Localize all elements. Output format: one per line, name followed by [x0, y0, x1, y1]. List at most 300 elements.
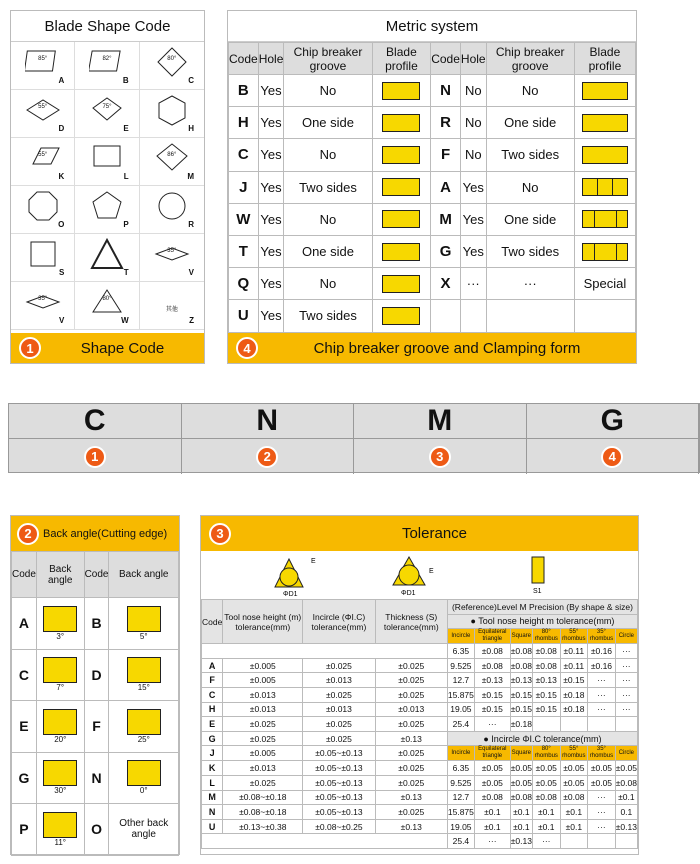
- shape-angle: 85°: [38, 56, 48, 62]
- metric-table: [228, 42, 636, 333]
- tolerance-diagrams: [201, 551, 638, 599]
- precision-value: ···: [615, 673, 637, 688]
- metric-cell: Yes: [460, 235, 486, 267]
- tol-value: ±0.05~±0.13: [303, 761, 375, 776]
- tol-code: H: [202, 702, 223, 717]
- precision-value: 12.7: [447, 790, 474, 805]
- tol-code: G: [202, 731, 223, 746]
- metric-row: [229, 171, 636, 203]
- metric-header: Hole: [258, 43, 284, 75]
- back-angle-code: C: [12, 649, 37, 701]
- metric-title: Metric system: [228, 11, 636, 42]
- precision-value: 12.7: [447, 673, 474, 688]
- precision-value: ±0.05: [588, 775, 616, 790]
- precision-value: ±0.1: [560, 819, 588, 834]
- back-angle-row: [12, 649, 179, 701]
- tol-value: ±0.013: [223, 687, 303, 702]
- shape-code-panel: [10, 10, 205, 364]
- precision-value: [588, 834, 616, 849]
- metric-row: [229, 203, 636, 235]
- precision-value: ±0.1: [615, 790, 637, 805]
- metric-cell: No: [460, 139, 486, 171]
- shape-cell-l: [75, 138, 139, 186]
- number-badge-1: 1: [19, 337, 41, 359]
- shape-angle: 75°: [102, 104, 112, 110]
- back-angle-cell: [36, 804, 84, 856]
- precision-value: ···: [588, 790, 616, 805]
- back-angle-row: [12, 598, 179, 650]
- shape-code-letter: A: [58, 76, 65, 85]
- metric-row: [229, 107, 636, 139]
- profile-segment: [616, 244, 617, 260]
- precision-value: ±0.08: [560, 790, 588, 805]
- shape-e-icon: [89, 94, 125, 128]
- tol-value: ±0.005: [223, 746, 303, 761]
- precision-value: ±0.15: [560, 673, 588, 688]
- precision-value: ±0.1: [532, 819, 560, 834]
- precision-value: 0.1: [615, 805, 637, 820]
- blade-profile-cell: [574, 107, 635, 139]
- shape-code-letter: R: [188, 220, 194, 229]
- dim-label: ΦD1: [283, 591, 298, 598]
- shape-code-letter: H: [188, 124, 194, 133]
- shape-code-letter: C: [188, 76, 194, 85]
- back-angle-value: 7°: [56, 683, 65, 693]
- back-angle-cell: [109, 701, 179, 753]
- tolerance-header-row: [202, 600, 638, 615]
- precision-value: ···: [588, 673, 616, 688]
- code-letter: G: [527, 404, 700, 439]
- back-angle-code: D: [84, 649, 109, 701]
- number-badge: 2: [256, 446, 278, 468]
- tol-spacer: [202, 834, 448, 849]
- tolerance-row: [202, 775, 638, 790]
- precision-value: ±0.1: [560, 805, 588, 820]
- precision-value: ±0.05: [560, 761, 588, 776]
- back-angle-cell: [109, 752, 179, 804]
- tol-code: A: [202, 658, 223, 673]
- metric-cell: Two sides: [284, 300, 372, 332]
- blade-profile-icon: [382, 114, 420, 132]
- blade-profile-cell: [574, 235, 635, 267]
- tol-value: ±0.005: [223, 658, 303, 673]
- shape-h-icon: [154, 94, 190, 128]
- blade-profile-icon: [382, 82, 420, 100]
- blade-profile-cell: [574, 203, 635, 235]
- precision-value: ···: [615, 702, 637, 717]
- precision-value: ±0.05: [474, 775, 510, 790]
- insert-icon: [43, 812, 77, 838]
- shape-cell-d: [11, 90, 75, 138]
- shape-col-header: 35° rhombus: [588, 629, 616, 644]
- metric-cell: B: [229, 75, 259, 107]
- precision-value: ±0.13: [532, 673, 560, 688]
- insert-icon: [43, 606, 77, 632]
- tol-value: ±0.08~±0.18: [223, 805, 303, 820]
- shape-cell-r: [140, 186, 204, 234]
- shape-angle: 55°: [38, 152, 48, 158]
- precision-value: ±0.11: [560, 644, 588, 659]
- shape-code-letter: O: [58, 220, 65, 229]
- metric-cell: No: [486, 171, 574, 203]
- tol-ref-header: (Reference)Level M Precision (By shape & size): [447, 600, 637, 615]
- profile-segment: [616, 211, 617, 227]
- metric-cell: Two sides: [486, 235, 574, 267]
- profile-segment: [597, 179, 598, 195]
- code-letter: C: [9, 404, 182, 439]
- back-angle-row: [12, 752, 179, 804]
- metric-cell: T: [229, 235, 259, 267]
- tol-section-m: ● Tool nose height m tolerance(mm): [447, 614, 637, 629]
- metric-cell: One side: [486, 107, 574, 139]
- tol-value: ±0.13: [375, 819, 447, 834]
- shape-a-icon: [25, 46, 61, 80]
- precision-value: 15.875: [447, 687, 474, 702]
- tolerance-panel: [200, 515, 639, 855]
- back-angle-value: 25°: [137, 734, 150, 744]
- code-number-cell: [527, 439, 700, 474]
- precision-value: ···: [474, 717, 510, 732]
- precision-value: 6.35: [447, 644, 474, 659]
- blade-profile-icon: [582, 82, 628, 100]
- tol-value: ±0.08~±0.18: [223, 790, 303, 805]
- tol-value: ±0.025: [303, 658, 375, 673]
- precision-value: ±0.16: [588, 644, 616, 659]
- shape-r-icon: [154, 190, 190, 224]
- precision-value: 9.525: [447, 658, 474, 673]
- metric-cell: H: [229, 107, 259, 139]
- shape-cell-t: [75, 234, 139, 282]
- metric-cell: ···: [460, 268, 486, 300]
- precision-value: ···: [588, 687, 616, 702]
- precision-value: ±0.15: [510, 702, 532, 717]
- blade-profile-icon: [382, 178, 420, 196]
- back-angle-cell: [36, 752, 84, 804]
- shape-col-header: 80° rhombus: [532, 746, 560, 761]
- tolerance-row: [202, 687, 638, 702]
- back-angle-header: Code: [12, 552, 37, 598]
- tol-ic-header: Incircle (ΦI.C) tolerance(mm): [303, 600, 375, 644]
- precision-value: ±0.05: [588, 761, 616, 776]
- back-angle-header: Back angle: [36, 552, 84, 598]
- code-number-cell: [9, 439, 182, 474]
- metric-row: [229, 268, 636, 300]
- tol-value: ±0.13~±0.38: [223, 819, 303, 834]
- triangle-incircle: [280, 568, 298, 586]
- number-badge-3: 3: [209, 523, 231, 545]
- tol-code: L: [202, 775, 223, 790]
- back-angle-code: P: [12, 804, 37, 856]
- insert-icon: [127, 760, 161, 786]
- precision-value: ±0.1: [474, 819, 510, 834]
- tol-code-header: Code: [202, 600, 223, 644]
- precision-value: ···: [588, 702, 616, 717]
- blade-profile-cell: [574, 268, 635, 300]
- number-badge-2: 2: [17, 523, 39, 545]
- metric-footer: [228, 333, 636, 363]
- metric-header: Blade profile: [574, 43, 635, 75]
- precision-value: ±0.08: [510, 644, 532, 659]
- blade-profile-cell: [372, 139, 431, 171]
- shape-grid: [11, 42, 204, 330]
- shape-v-icon: [154, 238, 190, 272]
- shape-z-icon: [154, 286, 190, 320]
- tol-value: ±0.05~±0.13: [303, 790, 375, 805]
- shape-cell-v: [11, 282, 75, 330]
- precision-value: ±0.13: [510, 834, 532, 849]
- metric-cell: Two sides: [284, 171, 372, 203]
- shape-col-header: Incircle: [447, 746, 474, 761]
- blade-profile-cell: [372, 268, 431, 300]
- profile-segment: [594, 211, 595, 227]
- metric-footer-label: Chip breaker groove and Clamping form: [313, 339, 581, 357]
- blade-profile-icon: [382, 210, 420, 228]
- back-angle-row: [12, 804, 179, 856]
- metric-cell: Yes: [258, 171, 284, 203]
- tol-value: ±0.025: [375, 746, 447, 761]
- shape-note: 其他: [165, 307, 178, 313]
- shape-c-icon: [154, 46, 190, 80]
- metric-cell: [460, 300, 486, 332]
- metric-row: [229, 75, 636, 107]
- tol-value: ±0.013: [303, 702, 375, 717]
- tol-value: ±0.025: [375, 775, 447, 790]
- metric-cell: No: [486, 75, 574, 107]
- metric-cell: Yes: [258, 75, 284, 107]
- tolerance-title: Tolerance: [401, 525, 468, 542]
- blade-profile-icon: [582, 178, 628, 196]
- shape-cell-k: [11, 138, 75, 186]
- blade-profile-cell: [372, 235, 431, 267]
- precision-value: ···: [615, 687, 637, 702]
- metric-cell: U: [229, 300, 259, 332]
- metric-cell: No: [460, 107, 486, 139]
- metric-cell: Yes: [258, 300, 284, 332]
- insert-icon: [127, 606, 161, 632]
- metric-cell: M: [431, 203, 461, 235]
- metric-cell: Yes: [258, 139, 284, 171]
- shape-angle: 35°: [167, 248, 177, 254]
- shape-code-letter: V: [58, 316, 65, 325]
- metric-cell: No: [460, 75, 486, 107]
- blade-profile-icon: [582, 114, 628, 132]
- shape-code-letter: D: [58, 124, 65, 133]
- precision-value: [560, 717, 588, 732]
- tol-code: C: [202, 687, 223, 702]
- metric-cell: No: [284, 139, 372, 171]
- precision-value: ±0.1: [474, 805, 510, 820]
- tol-code: M: [202, 790, 223, 805]
- back-angle-cell: [109, 598, 179, 650]
- metric-cell: F: [431, 139, 461, 171]
- insert-icon: [43, 709, 77, 735]
- tol-code: E: [202, 717, 223, 732]
- number-badge-4: 4: [236, 337, 258, 359]
- tolerance-row: [202, 731, 638, 746]
- blade-profile-icon: [382, 243, 420, 261]
- tol-value: ±0.025: [375, 761, 447, 776]
- shape-cell-o: [11, 186, 75, 234]
- shape-angle: 35°: [38, 296, 48, 302]
- shape-col-header: Square: [510, 629, 532, 644]
- blade-profile-cell: [372, 171, 431, 203]
- precision-value: ±0.08: [615, 775, 637, 790]
- back-angle-panel: [10, 515, 180, 855]
- special-label: Special: [583, 276, 627, 292]
- tol-value: ±0.005: [223, 673, 303, 688]
- shape-d-icon: [25, 94, 61, 128]
- precision-value: [588, 717, 616, 732]
- shape-cell-e: [75, 90, 139, 138]
- tolerance-row: [202, 834, 638, 849]
- metric-cell: One side: [284, 235, 372, 267]
- blade-profile-icon: [382, 146, 420, 164]
- shape-col-header: Incircle: [447, 629, 474, 644]
- tolerance-row: [202, 746, 638, 761]
- shape-cell-c: [140, 42, 204, 90]
- blade-profile-icon: [382, 275, 420, 293]
- precision-value: ±0.05: [510, 775, 532, 790]
- back-angle-code: F: [84, 701, 109, 753]
- tol-s-header: Thickness (S) tolerance(mm): [375, 600, 447, 644]
- metric-cell: X: [431, 268, 461, 300]
- tol-value: ±0.025: [223, 775, 303, 790]
- precision-value: ±0.18: [510, 717, 532, 732]
- metric-row: [229, 139, 636, 171]
- shape-col-header: 55° rhombus: [560, 629, 588, 644]
- back-angle-value: 30°: [54, 786, 67, 796]
- shape-col-header: Square: [510, 746, 532, 761]
- precision-value: ±0.1: [532, 805, 560, 820]
- back-angle-value: Other back angle: [119, 818, 169, 841]
- precision-value: ±0.13: [474, 673, 510, 688]
- precision-value: ···: [588, 819, 616, 834]
- metric-cell: W: [229, 203, 259, 235]
- back-angle-title: Back angle(Cutting edge): [43, 527, 168, 540]
- precision-value: ±0.08: [510, 658, 532, 673]
- precision-value: ···: [532, 834, 560, 849]
- precision-value: ±0.11: [560, 658, 588, 673]
- metric-cell: Yes: [460, 203, 486, 235]
- precision-value: ±0.15: [532, 687, 560, 702]
- tol-value: ±0.025: [375, 687, 447, 702]
- metric-header: Code: [431, 43, 461, 75]
- tol-value: ±0.025: [375, 658, 447, 673]
- metric-row: [229, 235, 636, 267]
- tolerance-row: [202, 717, 638, 732]
- tolerance-table: [201, 599, 638, 849]
- shape-v-icon: [25, 286, 61, 320]
- back-angle-header: Back angle: [109, 552, 179, 598]
- code-bar: [8, 403, 700, 473]
- metric-cell: G: [431, 235, 461, 267]
- triangle-incircle-2: [399, 565, 419, 585]
- shape-l-icon: [89, 142, 125, 176]
- dim-label: ΦD1: [401, 590, 416, 597]
- shape-cell-h: [140, 90, 204, 138]
- tol-value: ±0.013: [223, 702, 303, 717]
- shape-p-icon: [89, 190, 125, 224]
- precision-value: ±0.05: [510, 761, 532, 776]
- tolerance-row: [202, 790, 638, 805]
- shape-code-letter: E: [123, 124, 129, 133]
- precision-value: ±0.15: [474, 687, 510, 702]
- blade-profile-cell: [372, 300, 431, 332]
- metric-cell: [431, 300, 461, 332]
- tol-section-ic: ● Incircle ΦI.C tolerance(mm): [447, 731, 637, 746]
- shape-b-icon: [89, 46, 125, 80]
- metric-row: [229, 300, 636, 332]
- shape-s-icon: [25, 238, 61, 272]
- shape-cell-b: [75, 42, 139, 90]
- blade-profile-icon: [582, 146, 628, 164]
- precision-value: [615, 834, 637, 849]
- tol-code: F: [202, 673, 223, 688]
- shape-col-header: 80° rhombus: [532, 629, 560, 644]
- shape-angle: 80°: [102, 296, 112, 302]
- blade-profile-cell: [372, 203, 431, 235]
- shape-col-header: Circle: [615, 629, 637, 644]
- tolerance-row: [202, 805, 638, 820]
- precision-value: 25.4: [447, 834, 474, 849]
- back-angle-code: A: [12, 598, 37, 650]
- tol-value: ±0.025: [303, 731, 375, 746]
- blade-profile-cell: [574, 139, 635, 171]
- shape-cell-m: [140, 138, 204, 186]
- shape-w-icon: [89, 286, 125, 320]
- precision-value: ±0.08: [474, 658, 510, 673]
- precision-value: ±0.08: [510, 790, 532, 805]
- shape-code-letter: Z: [189, 316, 194, 325]
- metric-cell: One side: [284, 107, 372, 139]
- back-angle-cell: [109, 649, 179, 701]
- number-badge: 1: [84, 446, 106, 468]
- metric-header: Chip breaker groove: [486, 43, 574, 75]
- back-angle-value: 0°: [139, 786, 148, 796]
- back-angle-code: E: [12, 701, 37, 753]
- precision-value: ±0.15: [532, 702, 560, 717]
- back-angle-value: 3°: [56, 631, 65, 641]
- code-number-cell: [354, 439, 527, 474]
- precision-value: ±0.08: [532, 644, 560, 659]
- precision-value: ···: [615, 658, 637, 673]
- back-angle-value: 11°: [54, 837, 66, 847]
- metric-cell: C: [229, 139, 259, 171]
- shape-o-icon: [25, 190, 61, 224]
- insert-icon: [43, 657, 77, 683]
- metric-cell: J: [229, 171, 259, 203]
- shape-code-letter: W: [121, 316, 129, 325]
- metric-cell: ···: [486, 268, 574, 300]
- tolerance-row: [202, 673, 638, 688]
- metric-cell: No: [284, 75, 372, 107]
- shape-col-header: Equilateral triangle: [474, 746, 510, 761]
- precision-value: ±0.15: [474, 702, 510, 717]
- back-angle-row: [12, 701, 179, 753]
- tol-value: ±0.013: [303, 673, 375, 688]
- shape-col-header: 35° rhombus: [588, 746, 616, 761]
- shape-code-letter: V: [188, 268, 194, 277]
- metric-cell: [486, 300, 574, 332]
- precision-value: ±0.08: [474, 790, 510, 805]
- precision-value: ±0.05: [474, 761, 510, 776]
- back-angle-value: 5°: [139, 631, 148, 641]
- shape-cell-w: [75, 282, 139, 330]
- back-angle-code: G: [12, 752, 37, 804]
- tol-value: ±0.025: [375, 805, 447, 820]
- back-angle-code: N: [84, 752, 109, 804]
- tolerance-row: [202, 702, 638, 717]
